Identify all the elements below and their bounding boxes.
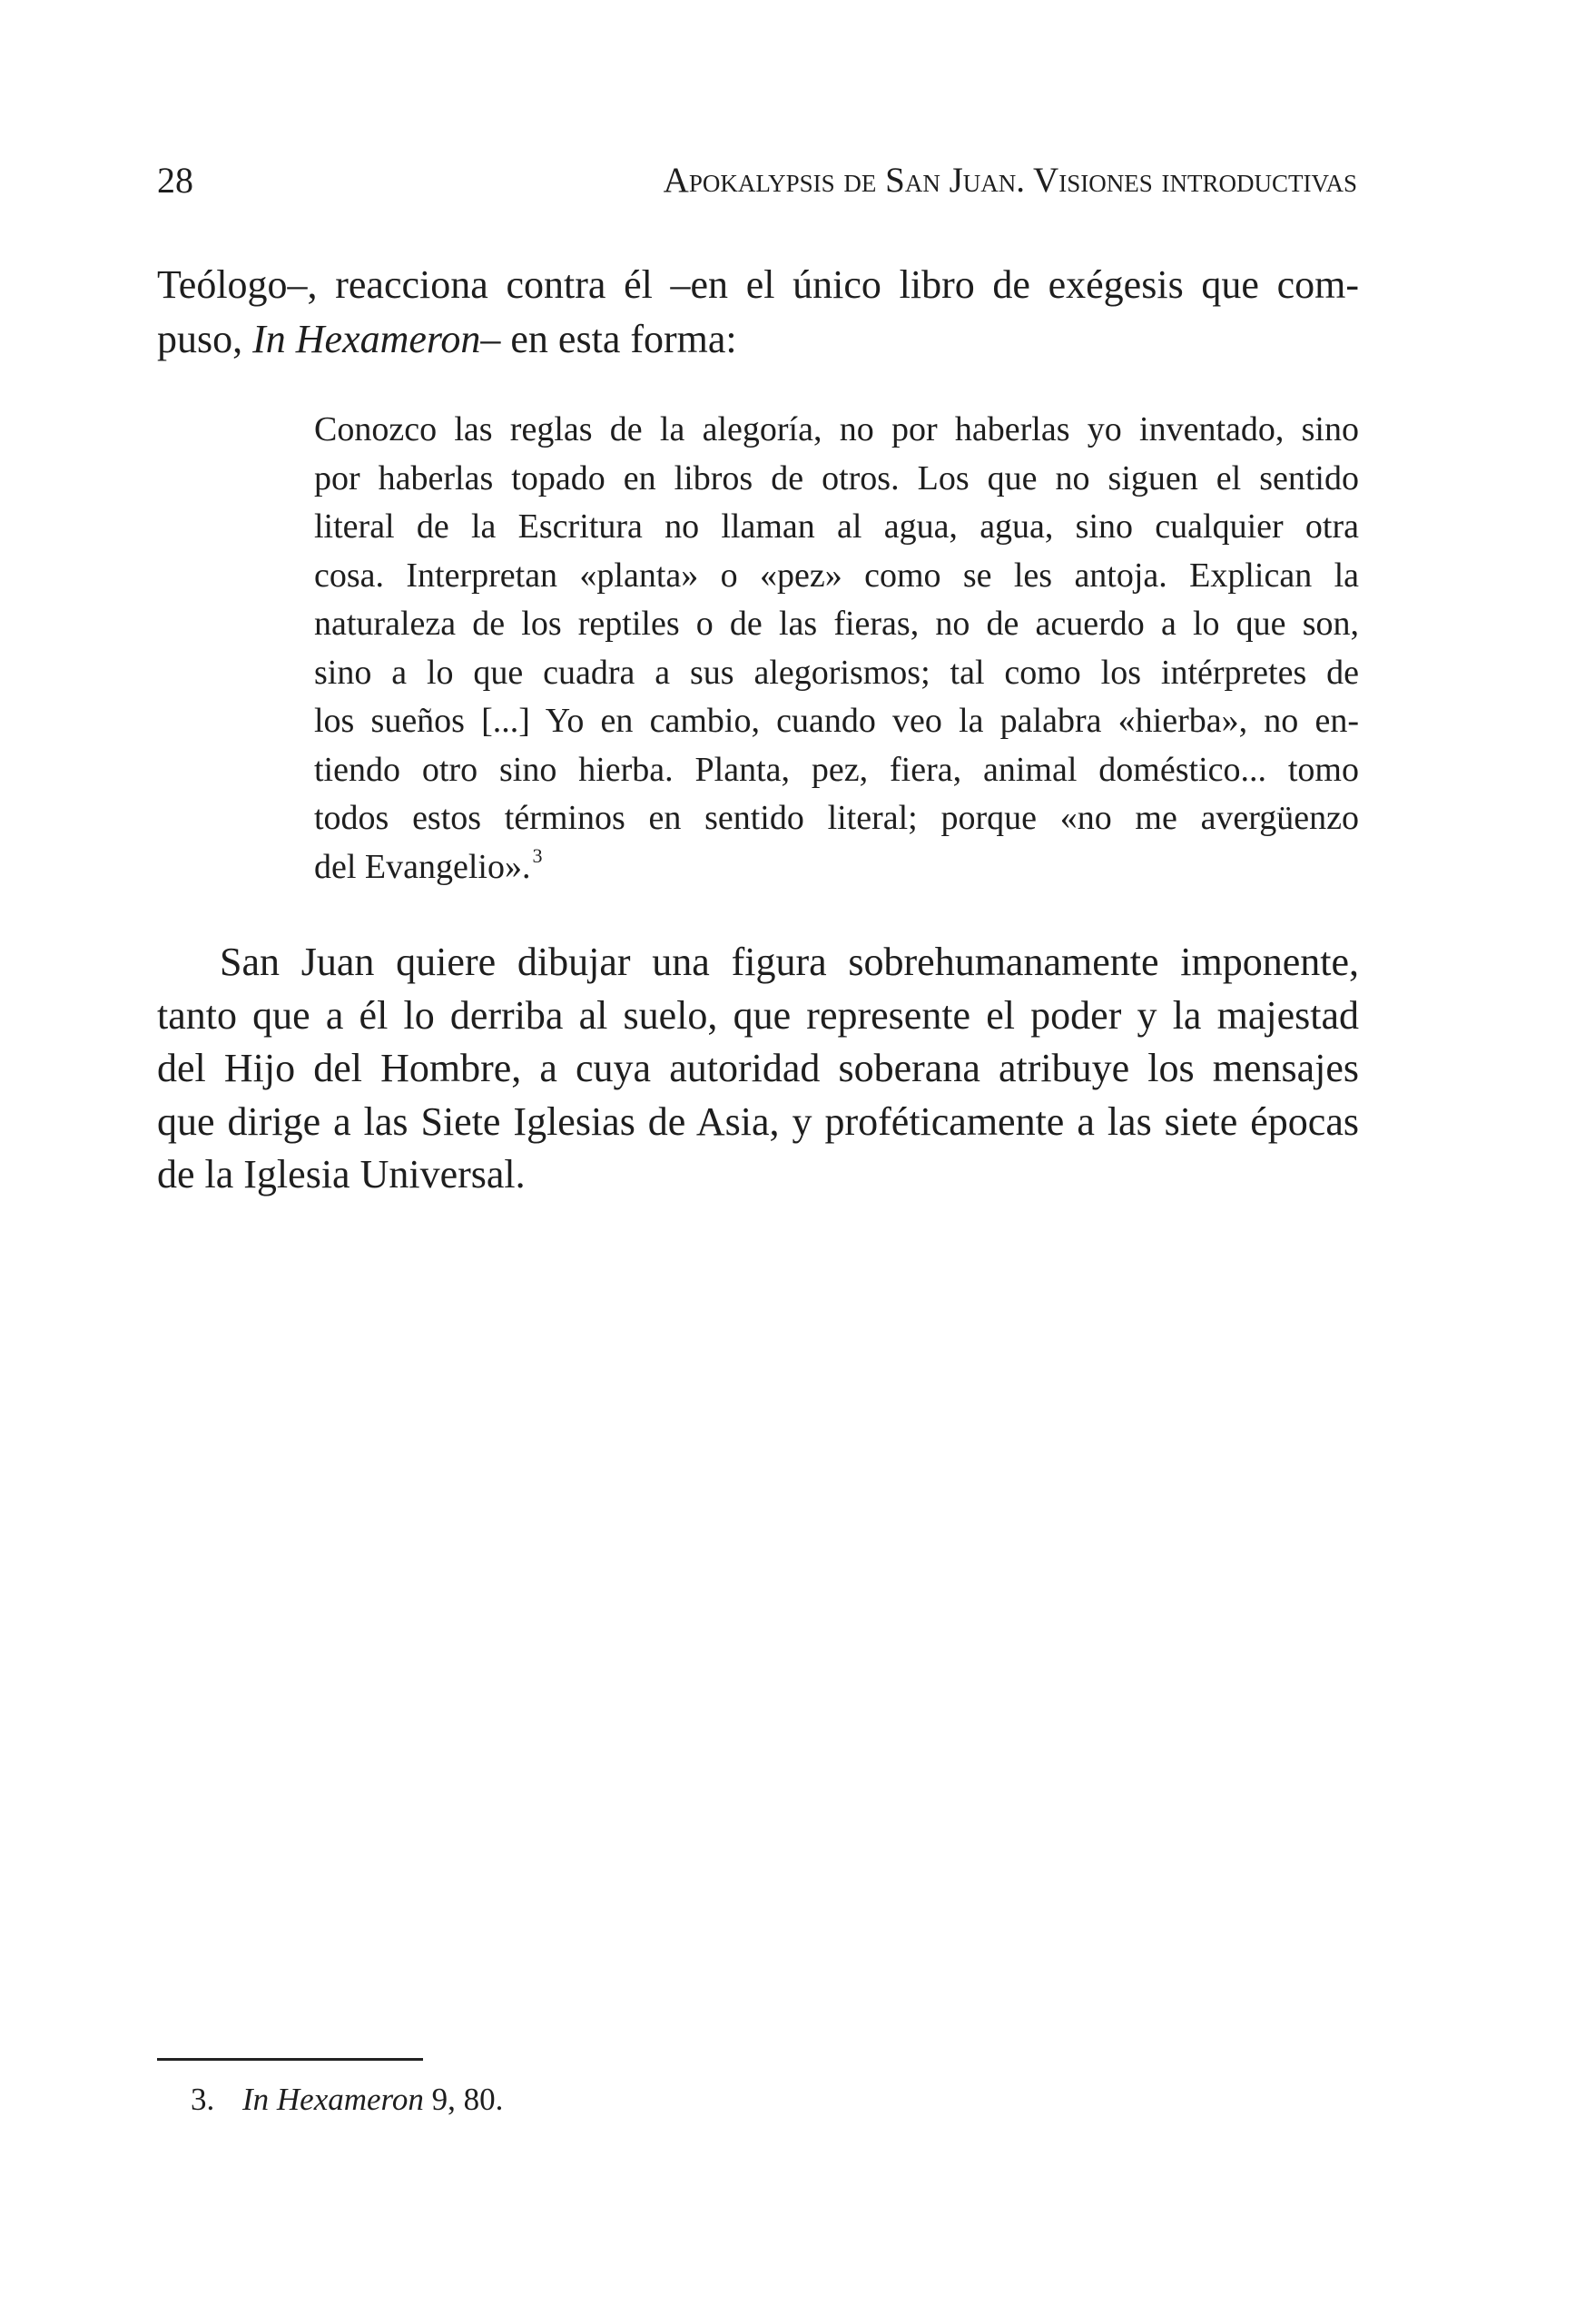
intro-paragraph [157, 258, 1359, 367]
quote-line: tiendo otro sino hierba. Planta, pez, fiera, animal doméstico... tomo [314, 750, 1359, 789]
quote-line: los sueños [...] Yo en cambio, cuando veo la palabra «hierba», no en- [314, 702, 1359, 740]
text-line: tanto que a él lo derriba al suelo, que represente el poder y la majestad [157, 992, 1359, 1038]
text-line: Teólogo–, reacciona contra él –en el único libro de exégesis que com- [157, 262, 1359, 307]
footnote-number: 3. [191, 2082, 215, 2117]
block-quote [314, 406, 1359, 891]
text-line [157, 312, 1359, 367]
footnote-divider [157, 2058, 423, 2061]
quote-line: todos estos términos en sentido literal; porque «no me avergüenzo [314, 799, 1359, 837]
footnote-reference-text: 9, 80. [423, 2082, 504, 2117]
quote-line: Conozco las reglas de la alegoría, no por haberlas yo inventado, sino [314, 410, 1359, 448]
closing-paragraph [157, 936, 1359, 1202]
page-number: 28 [157, 160, 193, 201]
footnote-book-title: In Hexameron [242, 2082, 424, 2117]
quote-line: por haberlas topado en libros de otros. Los que no siguen el sentido [314, 458, 1359, 497]
book-title: In Hexameron [252, 317, 481, 361]
footnote [191, 2080, 503, 2120]
text-line: del Hijo del Hombre, a cuya autoridad soberana atribuye los mensajes [157, 1046, 1359, 1091]
text-segment: del Evangelio». [314, 847, 531, 886]
quote-line: sino a lo que cuadra a sus alegorismos; tal como los intérpretes de [314, 653, 1359, 692]
text-line: San Juan quiere dibujar una figura sobrehumanamente imponente, [220, 940, 1359, 984]
footnote-reference: 3 [532, 843, 543, 867]
text-segment: puso, [157, 317, 253, 361]
text-line: que dirige a las Siete Iglesias de Asia, y proféticamente a las siete épocas [157, 1098, 1359, 1144]
quote-line: cosa. Interpretan «planta» o «pez» como se les antoja. Explican la [314, 556, 1359, 595]
running-header: Apokalypsis de San Juan. Visiones introductivas [663, 161, 1357, 200]
quote-line: naturaleza de los reptiles o de las fieras, no de acuerdo a lo que son, [314, 605, 1359, 643]
quote-line: literal de la Escritura no llaman al agua, agua, sino cualquier otra [314, 507, 1359, 546]
quote-line [314, 843, 1359, 892]
text-line: de la Iglesia Universal. [157, 1152, 526, 1197]
text-segment: – en esta forma: [480, 317, 737, 361]
